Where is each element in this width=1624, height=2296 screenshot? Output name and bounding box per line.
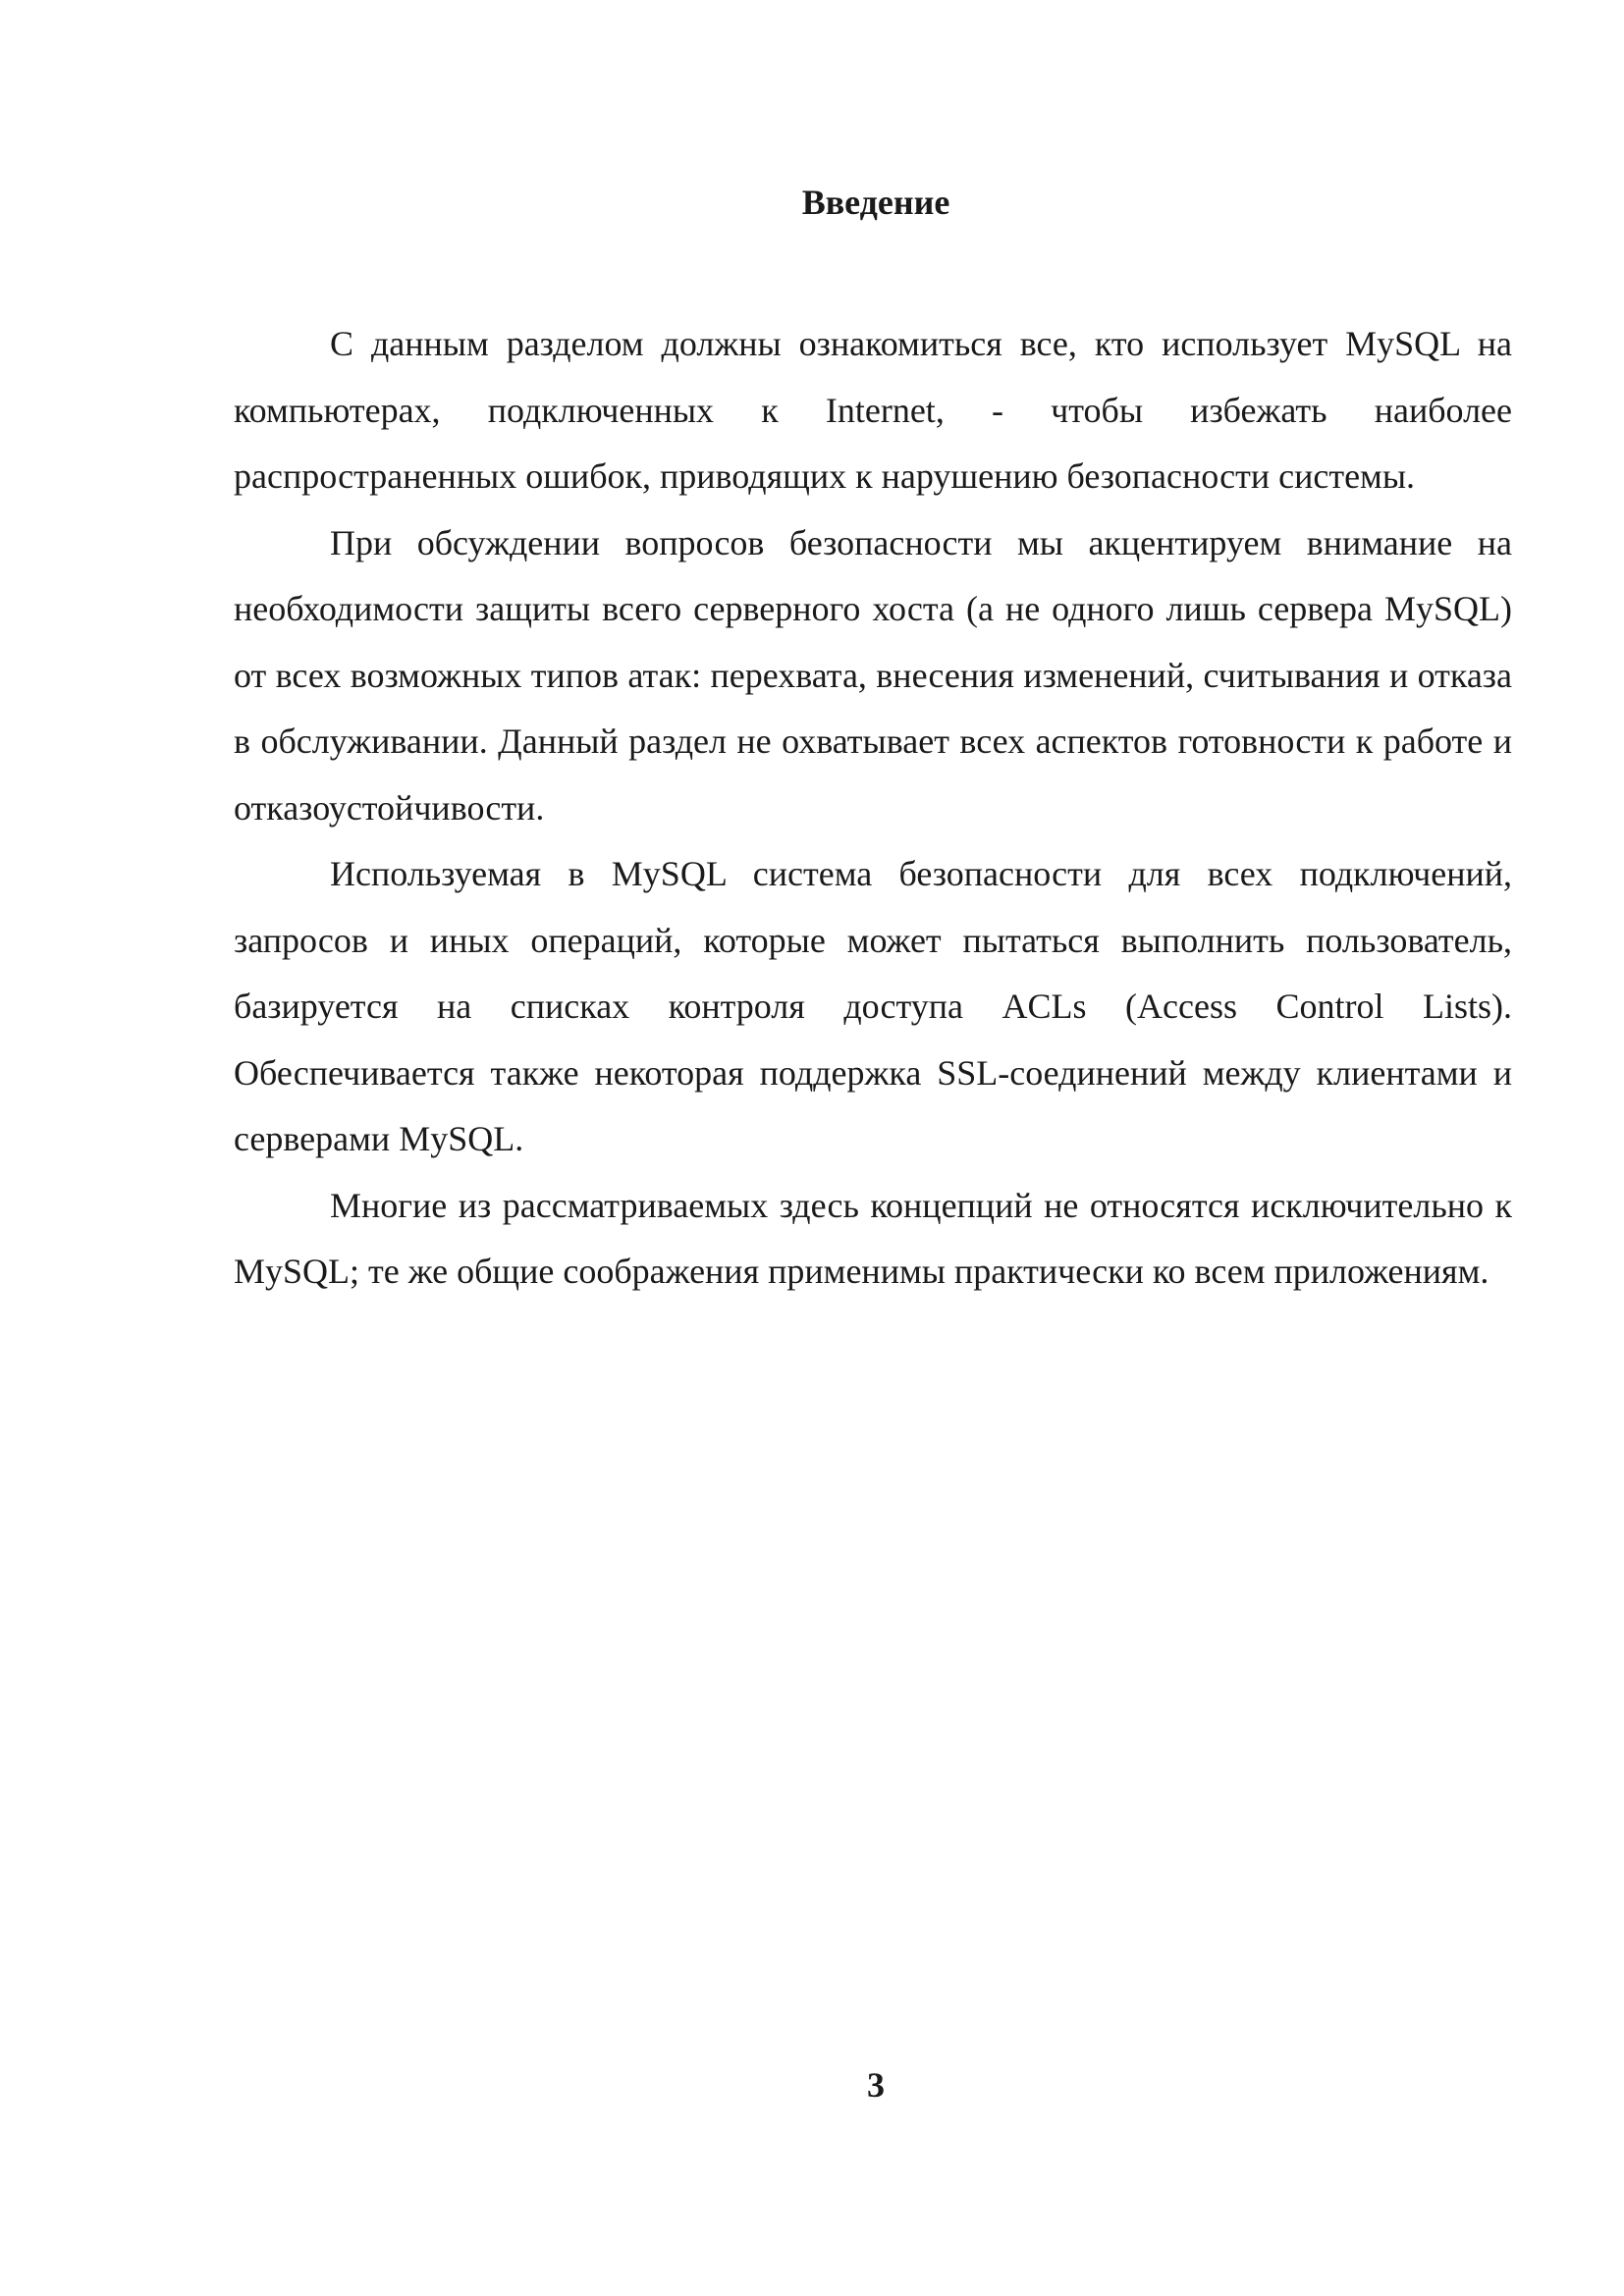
page-number: 3: [867, 2065, 885, 2105]
page-title: Введение: [801, 183, 950, 222]
paragraph-1: С данным разделом должны ознакомиться все, кто использует MySQL на компьютерах, подключенных к Internet, - чтобы избежать наиболее распространенных ошибок, приводящих к нарушению безопасности системы.: [234, 324, 1512, 496]
paragraph-3: Используемая в MySQL система безопасности для всех подключений, запросов и иных операций, которые может пытаться выполнить пользователь, базируется на списках контроля доступа ACLs (Access Control Lists). Обеспечивается также некоторая поддержка SSL-соединений между клиентами и серверами MySQL.: [234, 854, 1512, 1158]
body-text: [234, 311, 1512, 1306]
paragraph-4: Многие из рассматриваемых здесь концепций не относятся исключительно к MySQL; те же общие соображения применимы практически ко всем приложениям.: [234, 1185, 1512, 1291]
paragraph-2: При обсуждении вопросов безопасности мы акцентируем внимание на необходимости защиты всего серверного хоста (а не одного лишь сервера MySQL) от всех возможных типов атак: перехвата, внесения изменений, считывания и отказа в обслуживании. Данный раздел не охватывает всех аспектов готовности к работе и отказоустойчивости.: [234, 522, 1512, 828]
